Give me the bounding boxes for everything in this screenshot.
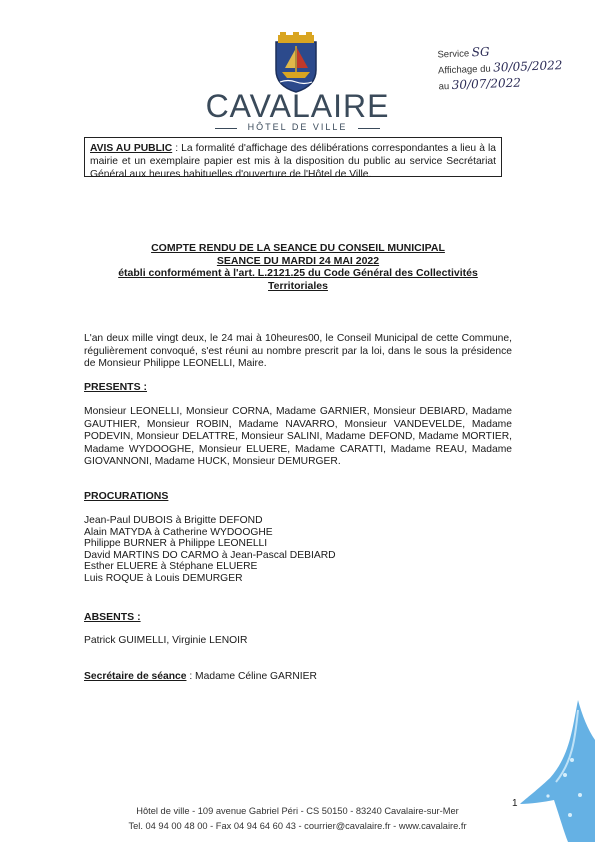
au-value: 30/07/2022 bbox=[451, 75, 522, 92]
notice-label: AVIS AU PUBLIC bbox=[90, 143, 173, 154]
intro-paragraph: L'an deux mille vingt deux, le 24 mai à 10heures00, le Conseil Municipal de cette Commune, régulièrement convoqué, s'est réuni au nombre prescrit par la loi, dans le sous la présidence de Monsieur Philippe LEONELLI, Maire. bbox=[84, 333, 512, 369]
list-item: Alain MATYDA à Catherine WYDOOGHE bbox=[84, 526, 273, 538]
page-number: 1 bbox=[512, 798, 518, 809]
display-stamp bbox=[437, 42, 579, 95]
document-title bbox=[84, 242, 512, 292]
list-item: Jean-Paul DUBOIS à Brigitte DEFOND bbox=[84, 515, 263, 526]
affichage-value: 30/05/2022 bbox=[493, 58, 563, 75]
footer-address: Hôtel de ville - 109 avenue Gabriel Péri - CS 50150 - 83240 Cavalaire-sur-Mer bbox=[136, 806, 459, 816]
procurations-list bbox=[84, 515, 336, 584]
list-item: Esther ELUERE à Stéphane ELUERE bbox=[84, 561, 258, 572]
list-item: Philippe BURNER à Philippe LEONELLI bbox=[84, 538, 268, 549]
list-item: Luis ROQUE à Louis DEMURGER bbox=[84, 572, 243, 584]
secretaire-value: : Madame Céline GARNIER bbox=[186, 671, 317, 682]
presents-list: Monsieur LEONELLI, Monsieur CORNA, Madame GARNIER, Monsieur DEBIARD, Madame GAUTHIER, Monsieur ROBIN, Madame NAVARRO, Monsieur VANDEVELDE, Madame PODEVIN, Monsieur DELATTRE, Monsieur SALINI, Madame DEFOND, Madame MORTIER, Madame WYDOOGHE, Monsieur ELUERE, Madame CARATTI, Madame REAU, Madame GIOVANNONI, Madame HUCK, Monsieur DEMURGER. bbox=[84, 406, 512, 467]
absents-list: Patrick GUIMELLI, Virginie LENOIR bbox=[84, 635, 248, 646]
secretaire-line bbox=[84, 671, 317, 683]
brand-name: CAVALAIRE bbox=[205, 88, 390, 124]
notice-text: : La formalité d'affichage des délibérations correspondantes a lieu à la mairie et un exemplaire papier est mis à la disposition du public au service Secrétariat Général aux heures habituelles d'ouverture de l'Hôtel de Ville. bbox=[90, 143, 496, 180]
list-item: David MARTINS DO CARMO à Jean-Pascal DEBIARD bbox=[84, 549, 336, 561]
title-line-2: SEANCE DU MARDI 24 MAI 2022 bbox=[216, 254, 380, 267]
service-label: Service bbox=[437, 48, 470, 61]
title-line-4: Territoriales bbox=[268, 279, 328, 292]
service-value: SG bbox=[471, 44, 490, 60]
title-line-1: COMPTE RENDU DE LA SEANCE DU CONSEIL MUNICIPAL bbox=[151, 242, 445, 254]
brand-subtitle: HÔTEL DE VILLE bbox=[215, 122, 380, 132]
footer-contact: Tel. 04 94 00 48 00 - Fax 04 94 64 60 43 - courrier@cavalaire.fr - www.cavalaire.fr bbox=[128, 821, 467, 831]
public-notice-box bbox=[84, 137, 502, 180]
affichage-label: Affichage du bbox=[437, 63, 491, 77]
au-label: au bbox=[438, 81, 450, 93]
title-line-3: établi conformément à l'art. L.2121.25 du Code Général des Collectivités bbox=[118, 267, 478, 279]
presents-heading: PRESENTS : bbox=[84, 381, 148, 393]
procurations-heading: PROCURATIONS bbox=[84, 490, 169, 502]
crest-logo bbox=[270, 32, 322, 94]
secretaire-label: Secrétaire de séance bbox=[84, 671, 187, 682]
absents-heading: ABSENTS : bbox=[84, 611, 141, 623]
